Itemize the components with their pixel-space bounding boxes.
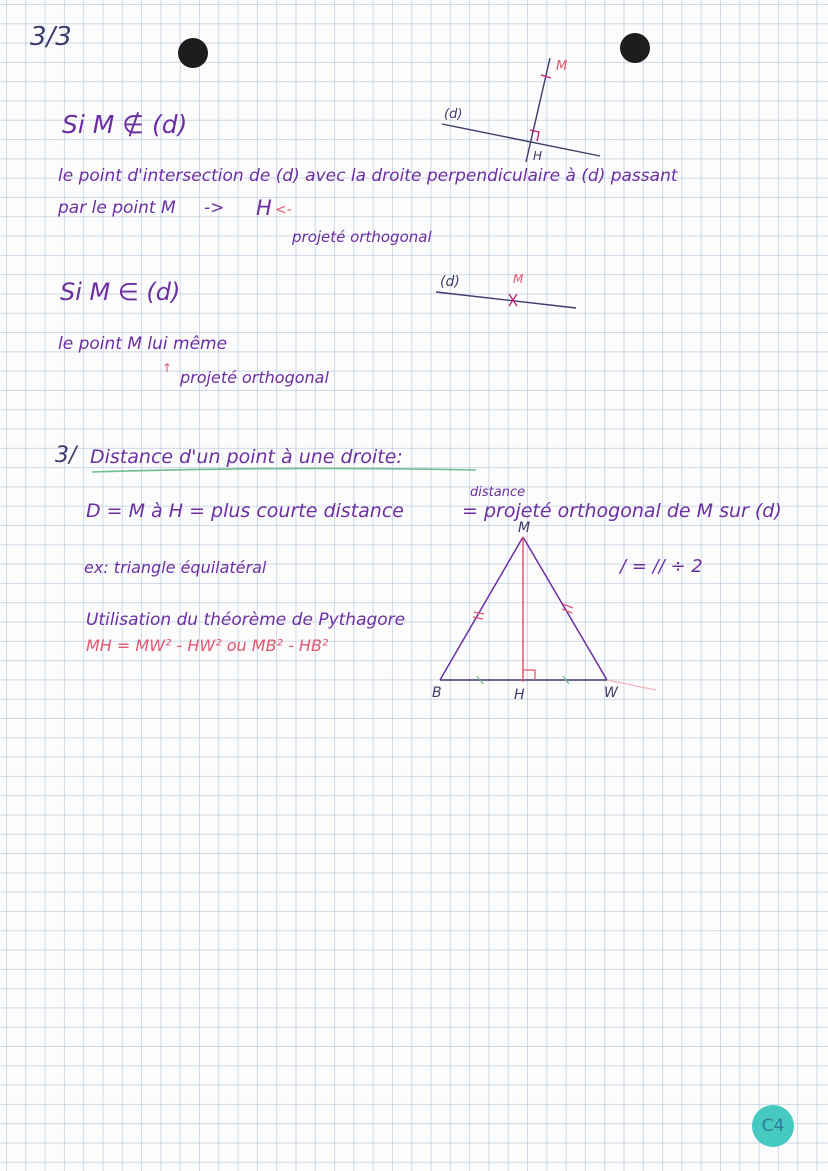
note-projete-1: projeté orthogonal — [292, 228, 432, 246]
triangle-foot-label: H — [514, 687, 525, 703]
distance-annotation: distance — [470, 485, 526, 500]
formula-distance-right: = projeté orthogonal de M sur (d) — [462, 500, 782, 522]
page-number: 3/3 — [30, 22, 72, 52]
example-label: ex: triangle équilatéral — [84, 558, 267, 577]
corner-badge: C4 — [752, 1105, 794, 1147]
section3-number: 3/ — [55, 443, 77, 468]
arrow-right: -> — [204, 198, 225, 218]
heading-underline — [92, 468, 476, 472]
side-formula: / = // ÷ 2 — [620, 556, 703, 577]
triangle-right-label: W — [604, 685, 618, 701]
formula-distance-left: D = M à H = plus courte distance — [86, 500, 404, 522]
condition-on-line: Si M ∈ (d) — [60, 278, 181, 306]
pythagore-formula: MH = MW² - HW² ou MB² - HB² — [86, 636, 329, 655]
triangle-top-label: M — [518, 520, 531, 536]
triangle-left-label: B — [432, 685, 442, 701]
diagram2-point-m: M — [513, 272, 524, 286]
section3-heading: Distance d'un point à une droite: — [90, 446, 403, 468]
diagram2-line-label: (d) — [440, 274, 460, 290]
definition-line-2: par le point M — [58, 198, 176, 218]
diagram1-point-m: M — [556, 59, 568, 74]
arrow-up-red: ↑ — [162, 361, 173, 375]
arrow-back-red: <- — [275, 202, 292, 218]
equilateral-triangle — [440, 537, 656, 690]
diagram1-perpendicular — [442, 58, 600, 162]
diagram2-line — [436, 292, 576, 308]
definition-point-itself: le point M lui même — [58, 334, 228, 354]
pythagore-intro: Utilisation du théorème de Pythagore — [86, 610, 406, 630]
diagram1-point-h: H — [533, 149, 543, 163]
note-projete-2: projeté orthogonal — [180, 368, 329, 387]
projection-letter-h: H — [256, 196, 272, 220]
definition-line-1: le point d'intersection de (d) avec la droite perpendiculaire à (d) passant — [58, 166, 678, 186]
diagram1-line-label: (d) — [444, 107, 463, 122]
condition-outside: Si M ∉ (d) — [62, 110, 188, 139]
